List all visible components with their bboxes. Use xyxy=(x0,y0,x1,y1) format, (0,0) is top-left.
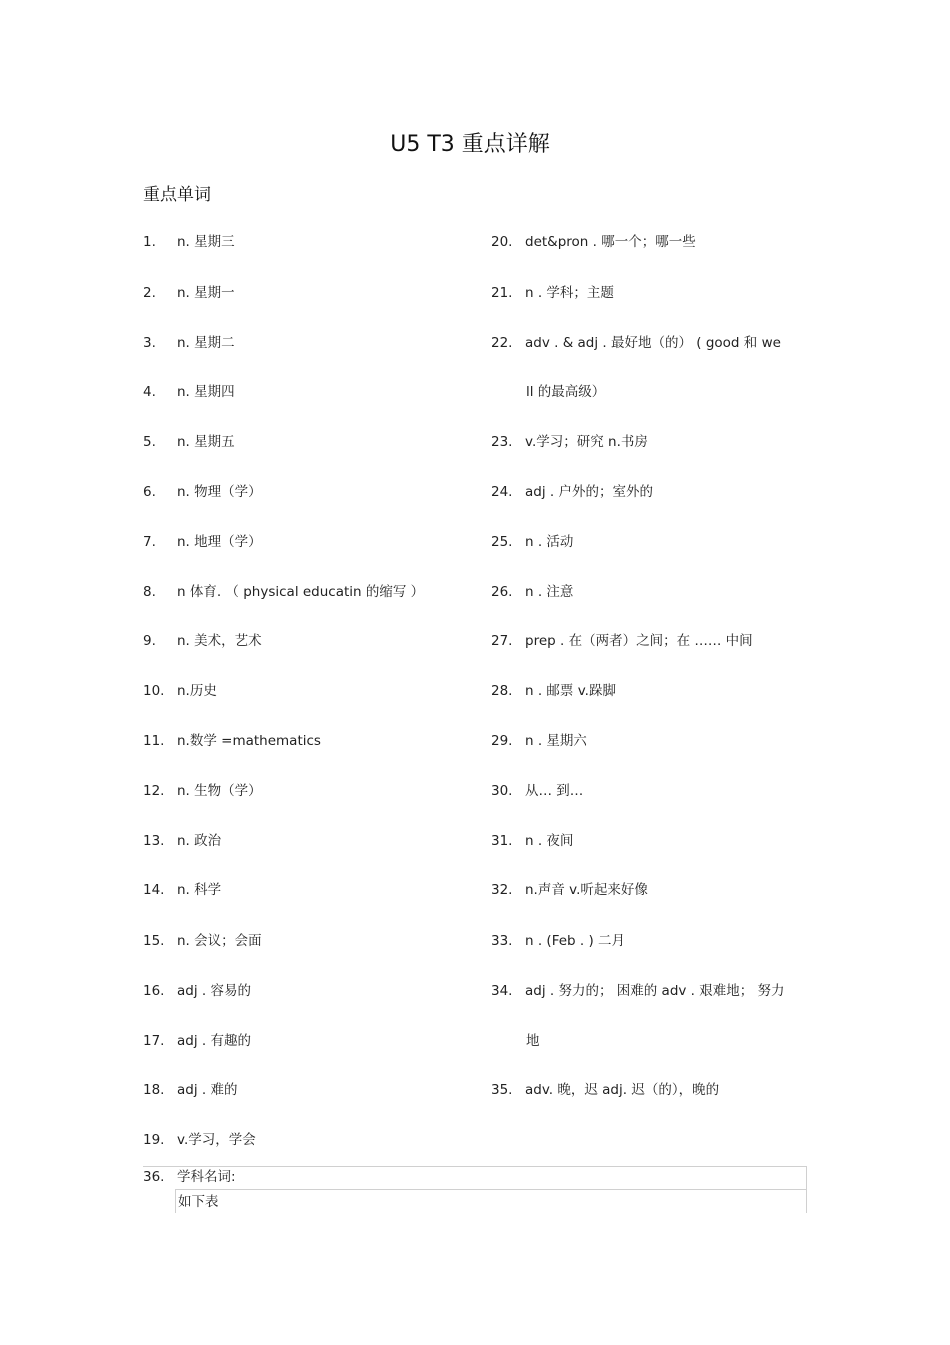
vocab-item xyxy=(491,583,573,601)
item-number: 25. xyxy=(491,534,513,550)
item-number: 12. xyxy=(143,783,165,799)
item-text: n. 会议；会面 xyxy=(177,933,262,949)
vocab-item xyxy=(143,1131,256,1149)
vocab-item xyxy=(491,284,614,302)
item-number: 28. xyxy=(491,683,513,699)
vocab-item xyxy=(143,1032,251,1050)
item-number: 10. xyxy=(143,683,165,699)
vocab-item xyxy=(143,832,221,850)
item-number: 11. xyxy=(143,733,165,749)
item-text: n. 星期一 xyxy=(177,285,235,301)
item-text: n. 地理（学） xyxy=(177,534,262,550)
item-text: n 体育. （ physical educatin 的缩写 ） xyxy=(177,584,425,600)
vocab-item xyxy=(491,1081,719,1099)
item-text: n.数学 =mathematics xyxy=(177,733,321,749)
item-number: 3. xyxy=(143,335,156,351)
item-text: n. 政治 xyxy=(177,833,222,849)
vocab-item xyxy=(143,732,321,750)
item-number: 31. xyxy=(491,833,513,849)
item-text: 学科名词: xyxy=(177,1169,236,1185)
vocab-item xyxy=(143,881,221,899)
item-text: n. 星期四 xyxy=(177,384,235,400)
vocab-item xyxy=(143,1081,237,1099)
item-number: 32. xyxy=(491,882,513,898)
item-number: 34. xyxy=(491,983,513,999)
item-text: n.历史 xyxy=(177,683,217,699)
item-number: 9. xyxy=(143,633,156,649)
item-number: 6. xyxy=(143,484,156,500)
item-text: adv. 晚，迟 adj. 迟（的），晚的 xyxy=(525,1082,720,1098)
item-text: prep . 在（两者）之间；在 …… 中间 xyxy=(525,633,753,649)
vocab-item xyxy=(143,982,251,1000)
item-text: n . 邮票 v.跺脚 xyxy=(525,683,616,699)
vocab-item xyxy=(491,632,753,650)
table-note: 如下表 xyxy=(178,1194,219,1210)
vocab-item xyxy=(143,583,424,601)
item-number: 17. xyxy=(143,1033,165,1049)
vocab-item xyxy=(491,233,696,251)
item-number: 19. xyxy=(143,1132,165,1148)
vocab-item xyxy=(143,483,262,501)
vocab-item xyxy=(143,632,262,650)
item-22-continuation: ll 的最高级） xyxy=(526,384,606,400)
item-text: det&pron . 哪一个；哪一些 xyxy=(525,234,696,250)
item-number: 23. xyxy=(491,434,513,450)
item-number: 7. xyxy=(143,534,156,550)
item-text: adj . 户外的；室外的 xyxy=(525,484,653,500)
item-number: 2. xyxy=(143,285,156,301)
item-text: n . 活动 xyxy=(525,534,574,550)
vocab-item xyxy=(143,284,235,302)
vocab-item xyxy=(143,682,217,700)
item-number: 21. xyxy=(491,285,513,301)
item-text: v.学习，学会 xyxy=(177,1132,256,1148)
vocab-item xyxy=(491,832,573,850)
item-number: 1. xyxy=(143,234,156,250)
item-text: n. 星期二 xyxy=(177,335,235,351)
vocab-item xyxy=(143,782,262,800)
item-text: adj . 努力的； 困难的 adv . 艰难地； 努力 xyxy=(525,983,785,999)
vocab-item xyxy=(143,233,235,251)
item-text: n. 生物（学） xyxy=(177,783,262,799)
item-number: 24. xyxy=(491,484,513,500)
vocab-item xyxy=(491,932,625,950)
item-text: n. 美术，艺术 xyxy=(177,633,262,649)
item-text: v.学习；研究 n.书房 xyxy=(525,434,648,450)
table-border-right xyxy=(806,1166,807,1213)
item-number: 33. xyxy=(491,933,513,949)
item-number: 20. xyxy=(491,234,513,250)
item-number: 5. xyxy=(143,434,156,450)
item-number: 30. xyxy=(491,783,513,799)
vocab-item xyxy=(491,732,587,750)
item-number: 14. xyxy=(143,882,165,898)
item-number: 36. xyxy=(143,1169,165,1185)
item-number: 4. xyxy=(143,384,156,400)
vocab-item xyxy=(491,483,653,501)
item-text: n . 学科；主题 xyxy=(525,285,614,301)
vocab-item xyxy=(491,782,583,800)
item-number: 18. xyxy=(143,1082,165,1098)
item-text: n . (Feb . ) 二月 xyxy=(525,933,626,949)
item-text: n. 星期三 xyxy=(177,234,235,250)
vocab-item xyxy=(491,682,616,700)
vocab-item xyxy=(143,932,262,950)
page-title: U5 T3 重点详解 xyxy=(390,132,550,157)
table-border-left xyxy=(175,1189,176,1213)
item-number: 27. xyxy=(491,633,513,649)
vocab-item xyxy=(491,881,648,899)
vocab-item xyxy=(143,433,235,451)
item-number: 26. xyxy=(491,584,513,600)
vocab-item-36 xyxy=(143,1168,236,1186)
item-number: 35. xyxy=(491,1082,513,1098)
item-text: adj . 难的 xyxy=(177,1082,238,1098)
table-border-row xyxy=(175,1189,807,1190)
item-number: 29. xyxy=(491,733,513,749)
item-number: 8. xyxy=(143,584,156,600)
vocab-item xyxy=(143,334,235,352)
section-heading: 重点单词 xyxy=(143,185,211,205)
vocab-item xyxy=(143,383,235,401)
item-text: n. 物理（学） xyxy=(177,484,262,500)
item-text: adv . & adj . 最好地（的） ( good 和 we xyxy=(525,335,781,351)
item-text: 从… 到… xyxy=(525,783,584,799)
item-number: 15. xyxy=(143,933,165,949)
item-text: n. 星期五 xyxy=(177,434,235,450)
item-number: 16. xyxy=(143,983,165,999)
item-text: n.声音 v.听起来好像 xyxy=(525,882,648,898)
item-number: 13. xyxy=(143,833,165,849)
item-text: n . 夜间 xyxy=(525,833,574,849)
item-text: n . 注意 xyxy=(525,584,574,600)
vocab-item xyxy=(143,533,262,551)
vocab-item xyxy=(491,533,573,551)
vocab-item xyxy=(491,982,785,1000)
table-border-top xyxy=(143,1166,807,1167)
item-text: adj . 容易的 xyxy=(177,983,251,999)
vocab-item xyxy=(491,334,781,352)
item-text: n. 科学 xyxy=(177,882,222,898)
vocab-item xyxy=(491,433,648,451)
item-text: adj . 有趣的 xyxy=(177,1033,251,1049)
item-number: 22. xyxy=(491,335,513,351)
item-text: n . 星期六 xyxy=(525,733,587,749)
item-34-continuation: 地 xyxy=(526,1033,540,1049)
